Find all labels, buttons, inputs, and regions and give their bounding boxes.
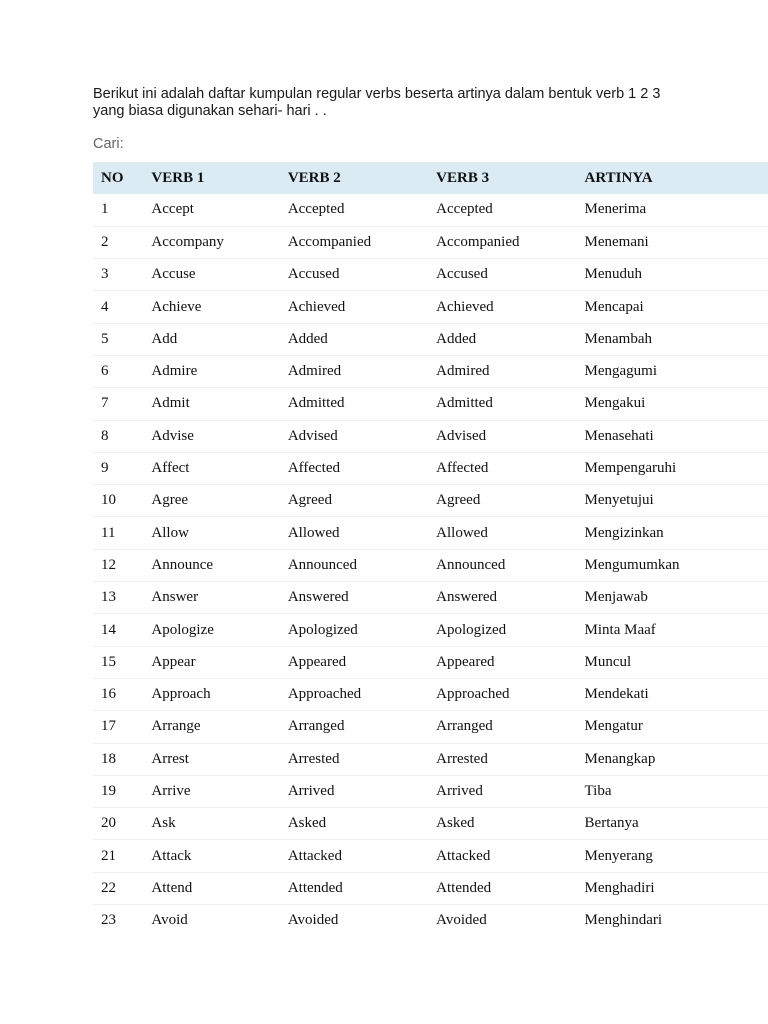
cell-verb1: Affect: [151, 460, 190, 477]
cell-verb1: Apologize: [143, 614, 279, 646]
cell-artinya: Menjawab: [584, 589, 648, 606]
cell-verb3: Accompanied: [428, 226, 576, 258]
cell-no: 8: [93, 420, 143, 452]
cell-no: 11: [101, 524, 116, 541]
header-artinya: ARTINYA: [584, 169, 653, 186]
cell-verb1: Arrange: [151, 718, 201, 735]
cell-artinya: Minta Maaf: [577, 614, 768, 646]
cell-no: 2: [93, 226, 143, 258]
header-row: [93, 162, 768, 194]
cell-verb3: Admitted: [436, 395, 493, 412]
cell-artinya: Menyerang: [584, 847, 653, 864]
cell-verb3: Advised: [428, 420, 576, 452]
header-no: NO: [101, 169, 124, 186]
cell-artinya: Menghindari: [584, 912, 663, 929]
cell-verb3: Arranged: [436, 718, 493, 735]
cell-verb3: Attacked: [436, 847, 491, 864]
cell-no: 15: [101, 653, 116, 670]
intro-line-2: yang biasa digunakan sehari- hari . .: [93, 103, 327, 119]
cell-verb2: Admired: [280, 355, 428, 387]
table-row: [93, 485, 768, 517]
cell-verb2: Appeared: [287, 653, 347, 670]
table-row: [93, 582, 768, 614]
cell-verb3: Added: [436, 330, 477, 347]
cell-verb3: Approached: [428, 678, 576, 710]
table-row: [93, 808, 768, 840]
cell-no: 14: [93, 614, 143, 646]
cell-verb2: Attacked: [287, 847, 342, 864]
cell-verb1: Admire: [143, 355, 279, 387]
table-row: [93, 420, 768, 452]
cell-artinya: Menambah: [584, 330, 653, 347]
cell-no: 9: [101, 460, 109, 477]
table-row: [93, 549, 768, 581]
cell-verb1: Arrive: [151, 782, 191, 799]
cell-no: 19: [101, 782, 116, 799]
table-row: [93, 355, 768, 387]
cell-verb3: Admired: [428, 355, 576, 387]
table-row: [93, 678, 768, 710]
cell-verb2: Allowed: [287, 524, 340, 541]
cell-no: 18: [93, 743, 143, 775]
cell-verb3: Agreed: [428, 485, 576, 517]
cell-artinya: Menghadiri: [577, 872, 768, 904]
header-verb2: VERB 2: [287, 169, 341, 186]
table-row: [93, 194, 768, 226]
cell-no: 20: [93, 808, 143, 840]
table-row: [93, 517, 768, 549]
cell-artinya: Menemani: [577, 226, 768, 258]
cell-artinya: Mengizinkan: [584, 524, 664, 541]
cell-verb3: Attended: [428, 872, 576, 904]
cell-verb2: Affected: [287, 460, 341, 477]
table-row: [93, 614, 768, 646]
cell-no: 13: [101, 589, 116, 606]
cell-artinya: Mendekati: [577, 678, 768, 710]
cell-verb3: Accepted: [436, 201, 493, 218]
cell-artinya: Mengakui: [584, 395, 646, 412]
cell-verb2: Arranged: [287, 718, 345, 735]
cell-verb1: Announce: [143, 549, 279, 581]
cell-verb2: Attended: [280, 872, 428, 904]
cell-verb3: Avoided: [436, 912, 487, 929]
cell-verb2: Announced: [280, 549, 428, 581]
cell-verb1: Avoid: [151, 912, 188, 929]
cell-artinya: Bertanya: [577, 808, 768, 840]
intro-paragraph: [93, 86, 733, 120]
cell-verb3: Apologized: [428, 614, 576, 646]
header-verb3: VERB 3: [436, 169, 490, 186]
cell-verb1: Ask: [143, 808, 279, 840]
table-row: [93, 388, 768, 420]
cell-verb3: Achieved: [428, 291, 576, 323]
cell-verb1: Accompany: [143, 226, 279, 258]
cell-artinya: Mengagumi: [577, 355, 768, 387]
table-row: [93, 840, 768, 872]
table-row: [93, 711, 768, 743]
table-row: [93, 291, 768, 323]
table-row: [93, 323, 768, 355]
cell-no: 3: [101, 266, 109, 283]
table-header: [93, 162, 768, 194]
cell-artinya: Mencapai: [577, 291, 768, 323]
cell-verb1: Advise: [143, 420, 279, 452]
cell-verb3: Affected: [436, 460, 489, 477]
cell-verb1: Attack: [151, 847, 192, 864]
table-row: [93, 905, 768, 937]
intro-line-1: Berikut ini adalah daftar kumpulan regular verbs beserta artinya dalam bentuk verb 1 2 3: [93, 86, 661, 102]
cell-verb2: Avoided: [287, 912, 339, 929]
cell-artinya: Menuduh: [584, 266, 643, 283]
cell-verb2: Achieved: [280, 291, 428, 323]
header-verb1: VERB 1: [151, 169, 205, 186]
cell-artinya: Menyetujui: [577, 485, 768, 517]
cell-verb2: Asked: [280, 808, 428, 840]
table-row: [93, 452, 768, 484]
cell-verb1: Agree: [143, 485, 279, 517]
table-row: [93, 775, 768, 807]
cell-verb3: Arrested: [428, 743, 576, 775]
cell-verb2: Answered: [287, 589, 349, 606]
cell-verb2: Accepted: [287, 201, 345, 218]
cell-artinya: Menasehati: [577, 420, 768, 452]
cell-artinya: Menangkap: [577, 743, 768, 775]
table-row: [93, 646, 768, 678]
cell-verb2: Admitted: [287, 395, 345, 412]
cell-verb1: Arrest: [143, 743, 279, 775]
cell-no: 10: [93, 485, 143, 517]
cell-verb1: Admit: [151, 395, 190, 412]
cell-no: 22: [93, 872, 143, 904]
cell-verb3: Answered: [436, 589, 497, 606]
cell-verb2: Apologized: [280, 614, 428, 646]
cell-verb3: Appeared: [436, 653, 495, 670]
cell-verb2: Accused: [287, 266, 340, 283]
cell-verb3: Announced: [428, 549, 576, 581]
cell-verb2: Added: [287, 330, 328, 347]
cell-verb1: Answer: [151, 589, 199, 606]
cell-no: 23: [101, 912, 116, 929]
cell-no: 4: [93, 291, 143, 323]
cell-artinya: Mempengaruhi: [584, 460, 677, 477]
cell-verb1: Accuse: [151, 266, 196, 283]
cell-no: 16: [93, 678, 143, 710]
cell-verb2: Advised: [280, 420, 428, 452]
cell-artinya: Menerima: [584, 201, 647, 218]
cell-no: 12: [93, 549, 143, 581]
cell-verb1: Add: [151, 330, 178, 347]
cell-artinya: Muncul: [584, 653, 632, 670]
cell-verb2: Arrested: [280, 743, 428, 775]
cell-verb1: Achieve: [143, 291, 279, 323]
cell-verb1: Appear: [151, 653, 196, 670]
table-row: [93, 872, 768, 904]
cell-verb3: Asked: [428, 808, 576, 840]
table-row: [93, 226, 768, 258]
table-body: [93, 194, 768, 937]
cell-artinya: Mengatur: [584, 718, 643, 735]
search-label: Cari:: [93, 136, 124, 152]
cell-verb2: Approached: [280, 678, 428, 710]
cell-verb3: Arrived: [436, 782, 483, 799]
cell-artinya: Mengumumkan: [577, 549, 768, 581]
cell-no: 17: [101, 718, 116, 735]
cell-verb1: Attend: [143, 872, 279, 904]
cell-no: 7: [101, 395, 109, 412]
cell-verb1: Allow: [151, 524, 189, 541]
cell-no: 6: [93, 355, 143, 387]
cell-no: 1: [101, 201, 109, 218]
cell-artinya: Tiba: [584, 782, 612, 799]
verb-table: [93, 162, 768, 937]
cell-verb1: Accept: [151, 201, 194, 218]
cell-verb3: Accused: [436, 266, 488, 283]
table-row: [93, 743, 768, 775]
cell-verb2: Agreed: [280, 485, 428, 517]
cell-no: 21: [101, 847, 116, 864]
cell-verb2: Accompanied: [280, 226, 428, 258]
cell-verb2: Arrived: [287, 782, 335, 799]
cell-verb1: Approach: [143, 678, 279, 710]
cell-no: 5: [101, 330, 109, 347]
table-row: [93, 259, 768, 291]
cell-verb3: Allowed: [436, 524, 488, 541]
